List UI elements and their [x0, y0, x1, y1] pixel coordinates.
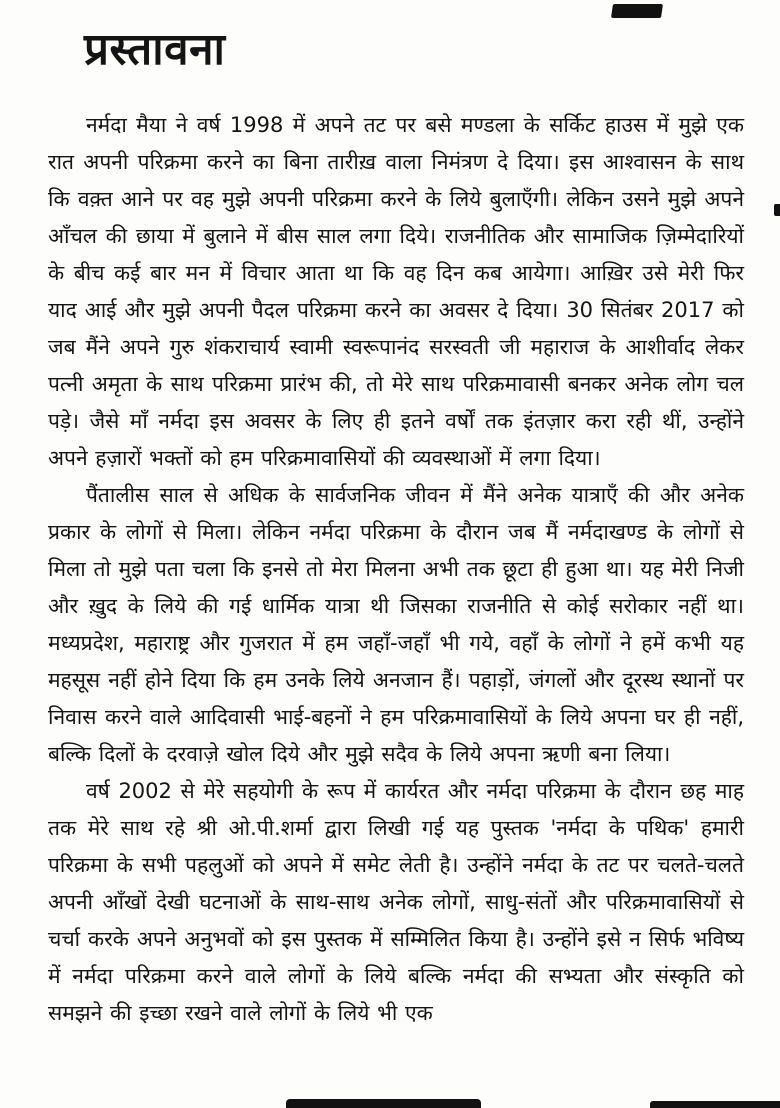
paragraph-2: पैंतालीस साल से अधिक के सार्वजनिक जीवन में मैंने अनेक यात्राएँ की और अनेक प्रकार के लोगों से मिला। लेकिन नर्मदा परिक्रमा के दौरान जब मैं नर्मदाखण्ड के लोगों से मिला तो मुझे पता चला कि इनसे तो मेरा मिलना अभी तक छूटा ही हुआ था। यह मेरी निजी और ख़ुद के लिये की गई धार्मिक यात्रा थी जिसका राजनीति से कोई सरोकार नहीं था। मध्यप्रदेश, महाराष्ट्र और गुजरात में हम जहाँ-जहाँ भी गये, वहाँ के लोगों ने हमें कभी यह महसूस नहीं होने दिया कि हम उनके लिये अनजान हैं। पहाड़ों, जंगलों और दूरस्थ स्थानों पर निवास करने वाले आदिवासी भाई-बहनों ने हम परिक्रमावासियों के लिये अपना घर ही नहीं, बल्कि दिलों के दरवाज़े खोल दिये और मुझे सदैव के लिये अपना ऋणी बना लिया। — [48, 482, 744, 766]
paragraph-3: वर्ष 2002 से मेरे सहयोगी के रूप में कार्यरत और नर्मदा परिक्रमा के दौरान छह माह तक मेरे साथ रहे श्री ओ.पी.शर्मा द्वारा लिखी गई यह पुस्तक 'नर्मदा के पथिक' हमारी परिक्रमा के सभी पहलुओं को अपने में समेट लेती है। उन्होंने नर्मदा के तट पर चलते-चलते अपनी आँखों देखी घटनाओं के साथ-साथ अनेक लोगों, साधु-संतों और परिक्रमावासियों से चर्चा करके अपने अनुभवों को इस पुस्तक में सम्मिलित किया है। उन्होंने इसे न सिर्फ भविष्य में नर्मदा परिक्रमा करने वाले लोगों के लिये बल्कि नर्मदा की सभ्यता और संस्कृति को समझने की इच्छा रखने वाले लोगों के लिये भी एक — [48, 778, 744, 1025]
scan-artifact-bottom-center — [286, 1099, 481, 1108]
scan-artifact-right-edge — [774, 204, 780, 216]
scan-artifact-bottom-right — [650, 1101, 780, 1108]
scan-artifact-top-right — [611, 4, 663, 18]
paragraph-1: नर्मदा मैया ने वर्ष 1998 में अपने तट पर बसे मण्डला के सर्किट हाउस में मुझे एक रात अपनी परिक्रमा करने का बिना तारीख़ वाला निमंत्रण दे दिया। इस आश्वासन के साथ कि वक़्त आने पर वह मुझे अपनी परिक्रमा करने के लिये बुलाएँगी। लेकिन उसने मुझे अपने आँचल की छाया में बुलाने में बीस साल लगा दिये। राजनीतिक और सामाजिक ज़िम्मेदारियों के बीच कई बार मन में विचार आता था कि वह दिन कब आयेगा। आख़िर उसे मेरी फिर याद आई और मुझे अपनी पैदल परिक्रमा करने का अवसर दे दिया। 30 सितंबर 2017 को जब मैंने अपने गुरु शंकराचार्य स्वामी स्वरूपानंद सरस्वती जी महाराज के आशीर्वाद लेकर पत्नी अमृता के साथ परिक्रमा प्रारंभ की, तो मेरे साथ परिक्रमावासी बनकर अनेक लोग चल पड़े। जैसे माँ नर्मदा इस अवसर के लिए ही इतने वर्षों तक इंतज़ार करा रही थीं, उन्होंने अपने हज़ारों भक्तों को हम परिक्रमावासियों की व्यवस्थाओं में लगा दिया। — [48, 112, 744, 470]
page-title: प्रस्तावना — [84, 24, 226, 75]
